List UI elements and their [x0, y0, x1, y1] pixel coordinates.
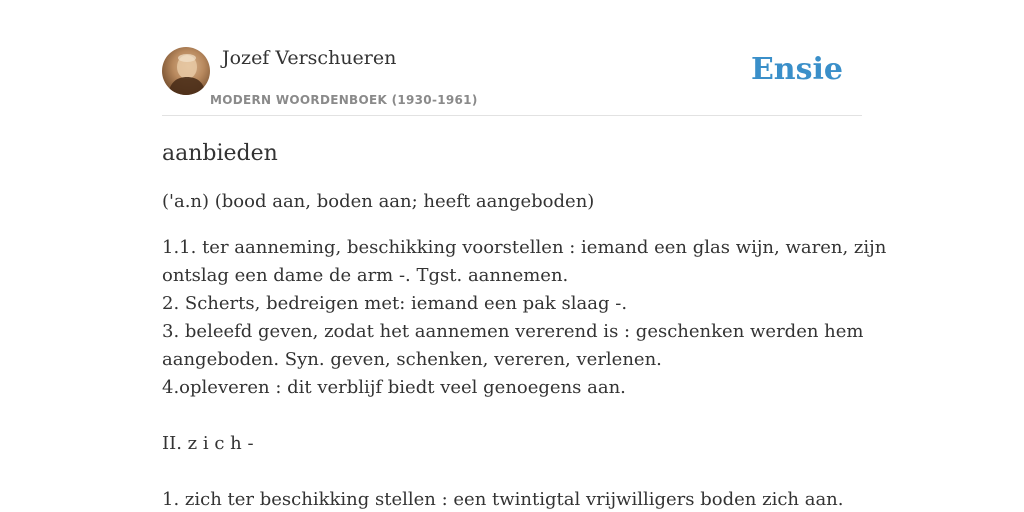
source-name[interactable]: MODERN WOORDENBOEK (1930-1961)	[210, 93, 478, 107]
blank-line	[162, 402, 862, 430]
definition-line: 3. beleefd geven, zodat het aannemen vererend is : geschenken werden hem	[162, 321, 864, 342]
definition-line: 1. zich ter beschikking stellen : een twintigtal vrijwilligers boden zich aan.	[162, 489, 844, 510]
brand-logo[interactable]: Ensie	[750, 52, 843, 87]
pronunciation: ('a.n) (bood aan, boden aan; heeft aangeboden)	[162, 191, 595, 212]
definition-line: 1.1. ter aanneming, beschikking voorstellen : iemand een glas wijn, waren, zijn	[162, 237, 887, 258]
entry-header	[162, 46, 862, 116]
definition-line: II. z i c h -	[162, 433, 254, 454]
headword: aanbieden	[162, 141, 278, 166]
portrait-icon	[162, 47, 210, 95]
definition-line: 2. Scherts, bedreigen met: iemand een pak slaag -.	[162, 293, 628, 314]
definition-line: aangeboden. Syn. geven, schenken, vereren, verlenen.	[162, 349, 662, 370]
definition-line: 4.opleveren : dit verblijf biedt veel genoegens aan.	[162, 377, 626, 398]
definition-line: ontslag een dame de arm -. Tgst. aannemen.	[162, 265, 569, 286]
definition	[162, 234, 887, 512]
author-avatar[interactable]	[162, 47, 210, 95]
blank-line	[162, 458, 862, 486]
header-divider	[162, 115, 862, 116]
author-name[interactable]: Jozef Verschueren	[222, 47, 397, 69]
entry-content	[162, 138, 887, 512]
